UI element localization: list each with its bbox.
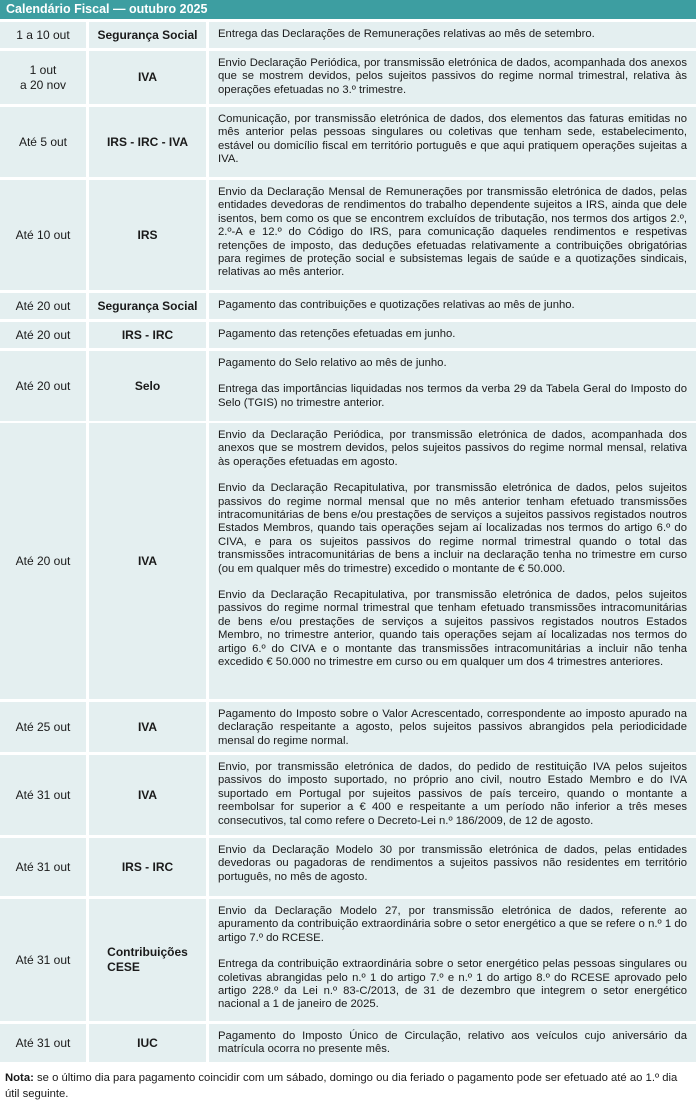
- tax-type-text: IRS - IRC: [121, 859, 174, 874]
- description-paragraph: Pagamento do Imposto Único de Circulação, relativo aos veículos cujo aniversário da matrícula ocorra no presente mês.: [218, 1030, 687, 1056]
- description-paragraph: Envio da Declaração Modelo 30 por transmissão eletrónica de dados, pelas entidades devedoras ou pagadoras de rendimentos a sujeitos passivos não residentes em território português, no mês de agosto.: [218, 844, 687, 883]
- table-row: [0, 899, 696, 1021]
- description-paragraph: Entrega das importâncias liquidadas nos termos da verba 29 da Tabela Geral do Imposto do Selo (TGIS) no trimestre anterior.: [218, 383, 687, 409]
- tax-type-text: IVA: [137, 719, 158, 734]
- calendar-title: Calendário Fiscal — outubro 2025: [0, 0, 696, 19]
- table-row: [0, 293, 696, 319]
- tax-cell: [89, 702, 206, 752]
- deadline-text: Até 31 out: [15, 1035, 71, 1050]
- description-cell: [209, 293, 696, 319]
- description-cell: [209, 838, 696, 896]
- deadline-text: Até 20 out: [15, 298, 71, 313]
- description-paragraph: Pagamento das retenções efetuadas em junho.: [218, 328, 456, 340]
- table-row: [0, 755, 696, 835]
- description-cell: [209, 702, 696, 752]
- tax-type-text: Selo: [134, 378, 161, 393]
- description-paragraph: Envio, por transmissão eletrónica de dados, do pedido de restituição IVA pelos sujeitos passivos do imposto suportado, no próprio ano civil, noutro Estado Membro e do IVA suportado em Portugal por sujeitos passivos de país terceiro, quando o montante a reembolsar for superior a € 400 e respeitante a um período não inferior a três meses consecutivos, tal como refere o Decreto-Lei n.º 186/2009, de 12 de agosto.: [218, 761, 687, 827]
- table-row: [0, 838, 696, 896]
- description-paragraph: Envio da Declaração Mensal de Remunerações por transmissão eletrónica de dados, pelas entidades devedoras de rendimentos do trabalho dependente sujeitos a IRS, ainda que dele isentos, bem como os que se encontrem excluídos de tributação, nos termos dos artigos 2.º, 2.º-A e 12.º do Código do IRS, para comunicação daqueles rendimentos e respetivas retenções de imposto, das deduções efetuadas relativamente a contribuições obrigatórias para regimes de proteção social e subsistemas legais de saúde e a quotizações sindicais, relativas ao mês anterior.: [218, 186, 687, 279]
- deadline-text: 1 a 10 out: [16, 27, 70, 42]
- table-row: [0, 702, 696, 752]
- deadline-text: Até 20 out: [15, 378, 71, 393]
- deadline-text: Até 31 out: [15, 787, 71, 802]
- tax-cell: [89, 755, 206, 835]
- tax-type-text: IRS - IRC: [121, 327, 174, 342]
- description-paragraph: Envio da Declaração Periódica, por transmissão eletrónica de dados, acompanhada dos anexos que se mostrem devidos, pelos sujeitos passivos do regime normal mensal, relativa às operações efetuadas em agosto.: [218, 429, 687, 468]
- tax-type-text: Segurança Social: [97, 27, 198, 42]
- table-row: [0, 1024, 696, 1062]
- deadline-text: Até 20 out: [15, 553, 71, 568]
- description-cell: [209, 322, 696, 348]
- deadline-cell: [0, 899, 86, 1021]
- description-paragraph: Envio Declaração Periódica, por transmissão eletrónica de dados, acompanhada dos anexos que se mostrem devidos, pelos sujeitos passivos do regime normal trimestral, relativa às operações efetuadas no 3.º trimestre.: [218, 57, 687, 96]
- description-cell: [209, 899, 696, 1021]
- tax-cell: [89, 838, 206, 896]
- tax-type-text: IVA: [137, 553, 158, 568]
- table-row: [0, 51, 696, 104]
- tax-cell: [89, 22, 206, 48]
- tax-cell: [89, 1024, 206, 1062]
- tax-type-text: Contribuições CESE: [107, 945, 188, 974]
- description-paragraph: Comunicação, por transmissão eletrónica de dados, dos elementos das faturas emitidas no mês anterior pelas pessoas singulares ou coletivas que tenham sede, estabelecimento, estável ou domicílio fiscal em território português e que aqui pratiquem operações sujeitas a IVA.: [218, 113, 687, 166]
- description-cell: [209, 22, 696, 48]
- tax-cell: [89, 423, 206, 699]
- note-label: Nota:: [5, 1072, 34, 1084]
- deadline-cell: [0, 702, 86, 752]
- deadline-text: Até 31 out: [15, 952, 71, 967]
- tax-type-text: IVA: [137, 70, 158, 84]
- deadline-text: 1 out a 20 nov: [19, 62, 67, 92]
- table-row: [0, 107, 696, 177]
- deadline-text: Até 25 out: [15, 719, 71, 734]
- description-paragraph: Entrega da contribuição extraordinária sobre o setor energético pelas pessoas singulares ou coletivas abrangidas pelo n.º 1 do artigo 7.º e n.º 1 do artigo 8.º do RCESE aprovado pelo artigo 228.º da Lei n.º 83-C/2013, de 31 de dezembro que integrem o setor energético nacional a 1 de janeiro de 2025.: [218, 958, 687, 1011]
- tax-type-text: IUC: [137, 1035, 158, 1050]
- deadline-text: Até 31 out: [15, 859, 71, 874]
- deadline-text: Até 20 out: [15, 327, 71, 342]
- table-row: [0, 22, 696, 48]
- tax-type-text: IRS: [137, 227, 158, 242]
- tax-cell: [89, 293, 206, 319]
- deadline-cell: [0, 838, 86, 896]
- deadline-text: Até 5 out: [18, 134, 68, 149]
- deadline-text: Até 10 out: [15, 227, 71, 242]
- description-cell: [209, 423, 696, 699]
- deadline-cell: [0, 423, 86, 699]
- tax-type-text: IRS - IRC - IVA: [106, 134, 189, 149]
- tax-cell: [89, 180, 206, 290]
- deadline-cell: [0, 22, 86, 48]
- tax-cell: [89, 351, 206, 421]
- description-cell: [209, 351, 696, 421]
- description-cell: [209, 1024, 696, 1062]
- deadline-cell: [0, 1024, 86, 1062]
- deadline-cell: [0, 755, 86, 835]
- footnote: [5, 1070, 693, 1102]
- deadline-cell: [0, 107, 86, 177]
- description-paragraph: Envio da Declaração Recapitulativa, por transmissão eletrónica de dados, pelos sujeitos passivos do regime normal trimestral que tenham efetuado transmissões intracomunitárias de bens e/ou prestações de serviços a sujeitos passivos registados noutros Estados Membro, no trimestre anterior, quando tais operações sejam aí localizadas nos termos do artigo 6.º do CIVA e o montante das transmissões intracomunitárias a incluir não tenha excedido € 50.000 no trimestre em curso ou em qualquer um dos 4 trimestres anteriores.: [218, 589, 687, 669]
- description-paragraph: Envio da Declaração Recapitulativa, por transmissão eletrónica de dados, pelos sujeitos passivos do regime normal mensal que no mês anterior tenham efetuado transmissões intracomunitárias de bens e/ou prestações de serviços a sujeitos passivos registados noutros Estados Membros, quando tais operações sejam aí localizadas nos termos do artigo 6.º do CIVA, e para os sujeitos passivos do regime normal trimestral quando o total das transmissões intracomunitárias de bens a incluir na declaração tenha no trimestre em curso (ou em qualquer mês do trimestre) excedido o montante de € 50.000.: [218, 482, 687, 575]
- tax-cell: [89, 51, 206, 104]
- description-paragraph: Entrega das Declarações de Remunerações relativas ao mês de setembro.: [218, 28, 595, 40]
- description-paragraph: Envio da Declaração Modelo 27, por transmissão eletrónica de dados, referente ao apuramento da contribuição extraordinária sobre o setor energético a que se refere o n.º 1 do artigo 7.º do RCESE.: [218, 905, 687, 944]
- deadline-cell: [0, 51, 86, 104]
- table-row: [0, 180, 696, 290]
- description-paragraph: Pagamento do Imposto sobre o Valor Acrescentado, correspondente ao imposto apurado na declaração respeitante a agosto, pelos sujeitos passivos abrangidos pela periodicidade mensal do regime normal.: [218, 708, 687, 747]
- tax-cell: [89, 107, 206, 177]
- deadline-cell: [0, 351, 86, 421]
- description-cell: [209, 107, 696, 177]
- description-cell: [209, 51, 696, 104]
- deadline-cell: [0, 180, 86, 290]
- description-cell: [209, 755, 696, 835]
- tax-type-text: IVA: [137, 787, 158, 802]
- note-text: se o último dia para pagamento coincidir com um sábado, domingo ou dia feriado o pagamento pode ser efetuado até ao 1.º dia útil seguinte.: [5, 1072, 678, 1100]
- tax-cell: [89, 322, 206, 348]
- description-paragraph: Pagamento das contribuições e quotizações relativas ao mês de junho.: [218, 299, 575, 311]
- deadline-cell: [0, 293, 86, 319]
- deadline-cell: [0, 322, 86, 348]
- tax-type-text: Segurança Social: [97, 298, 198, 313]
- table-row: [0, 423, 696, 699]
- table-row: [0, 351, 696, 421]
- tax-cell: [89, 899, 206, 1021]
- description-paragraph: Pagamento do Selo relativo ao mês de junho.: [218, 357, 447, 369]
- description-cell: [209, 180, 696, 290]
- table-row: [0, 322, 696, 348]
